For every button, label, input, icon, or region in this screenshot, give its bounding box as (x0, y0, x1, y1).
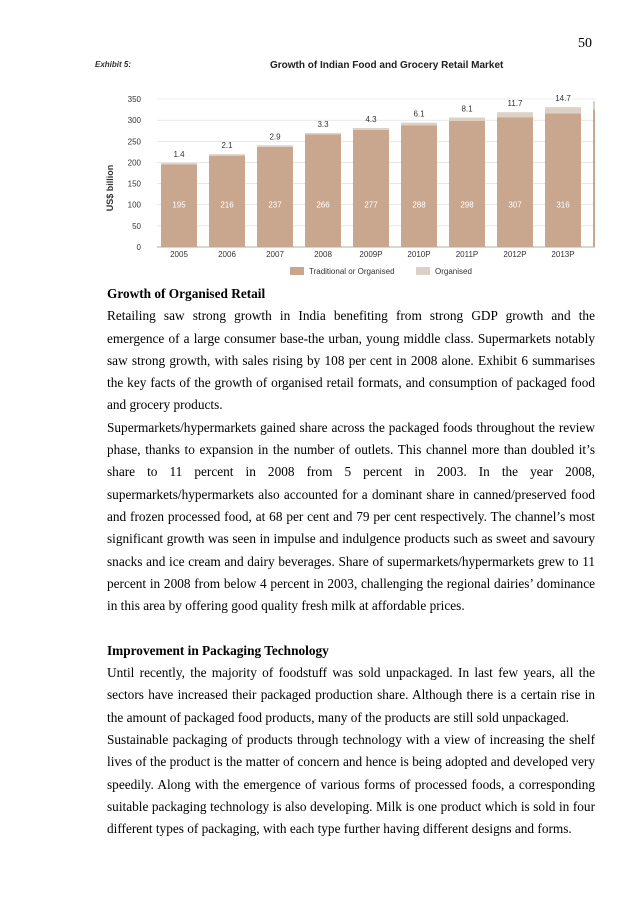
x-tick-label: 2007 (266, 250, 284, 259)
data-label-traditional: 277 (364, 200, 378, 210)
bar-traditional-2008 (305, 135, 341, 247)
data-label-traditional: 216 (220, 200, 234, 210)
data-label-organised: 8.1 (461, 104, 473, 114)
data-label-organised: 11.7 (507, 99, 523, 109)
bar-traditional-2009P (353, 130, 389, 247)
section-spacer (107, 617, 595, 639)
data-label-traditional: 298 (460, 200, 474, 210)
data-label-traditional: 288 (412, 200, 426, 210)
legend-label: Organised (435, 267, 472, 276)
paragraph: Retailing saw strong growth in India benefiting from strong GDP growth and the emergence of a large consumer base-the urban, young middle class. Supermarkets notably saw strong growth, with sales rising by 108 per cent in 2008 alone. Exhibit 6 summarises the key facts of the growth of organised retail formats, and consumption of packaged food and grocery products. (107, 308, 595, 413)
x-tick-label: 2008 (314, 250, 332, 259)
y-tick-label: 350 (127, 95, 141, 104)
bar-traditional-2010P (401, 125, 437, 247)
data-label-organised: 2.1 (221, 141, 233, 151)
section-heading-organised-retail: Growth of Organised Retail (107, 286, 266, 301)
y-tick-label: 250 (127, 137, 141, 147)
bar-traditional-2007 (257, 147, 293, 247)
x-tick-label: 2011P (455, 250, 479, 259)
data-label-traditional: 237 (268, 200, 282, 210)
y-tick-label: 0 (136, 243, 141, 252)
data-label-organised: 6.1 (413, 109, 425, 119)
body-text (107, 283, 595, 840)
data-label-traditional: 307 (508, 200, 522, 210)
y-tick-label: 200 (127, 158, 141, 168)
bar-organised-2008 (305, 133, 341, 135)
paragraph: Sustainable packaging of products through technology with a view of increasing the shelf lives of the product is the matter of concern and hence is being adopted and developed very speedily. Along with the emergence of various forms of processed foods, a corresponding suitable packaging technology is also developing. Milk is one product which is sold in four different types of packaging, with each type further having different designs and forms. (107, 731, 595, 837)
paragraph: Supermarkets/hypermarkets gained share across the packaged foods throughout the review phase, thanks to expansion in the number of outlets. This channel more than doubled it’s share to 11 percent in 2008 from 5 percent in 2003. In the year 2008, supermarkets/hypermarkets also accounted for a dominant share in canned/preserved food and frozen processed food, at 68 per cent and 79 per cent respectively. The channel’s most significant growth was seen in impulse and indulgence products such as sweet and savoury snacks and ice cream and dairy beverages. Share of supermarkets/hypermarkets grew to 11 percent in 2008 from below 4 percent in 2003, challenging the regional dairies’ dominance in this area by offering good quality fresh milk at affordable prices. (107, 419, 595, 614)
x-tick-label: 2009P (359, 250, 383, 259)
bar-organised-2009P (353, 128, 389, 130)
data-label-traditional: 316 (556, 200, 570, 210)
x-tick-label: 2005 (170, 250, 188, 259)
data-label-organised: 4.3 (365, 115, 377, 125)
bar-traditional-2012P (497, 117, 533, 247)
y-tick-label: 50 (132, 221, 141, 231)
y-axis-label: US$ billion (105, 164, 115, 212)
bar-traditional-2011P (449, 121, 485, 247)
chart-title: Growth of Indian Food and Grocery Retail Market (270, 60, 504, 71)
data-label-organised: 3.3 (317, 120, 329, 130)
stacked-bar-chart (95, 56, 595, 288)
bar-organised-2013P (545, 107, 581, 113)
data-label-organised: 2.9 (269, 132, 281, 142)
data-label-organised: 1.4 (173, 150, 185, 160)
bar-organised-2005 (161, 163, 197, 165)
bar-clipped-partial (593, 110, 595, 247)
paragraph: Until recently, the majority of foodstuff was sold unpackaged. In last few years, all the sectors have increased their packaged production share. Although there is a certain rise in the amount of packaged food products, many of the products are still sold unpackaged. (107, 665, 595, 725)
page-number: 50 (578, 36, 592, 51)
exhibit-figure (95, 56, 595, 288)
section-heading-packaging-technology: Improvement in Packaging Technology (107, 642, 329, 658)
legend-swatch (290, 267, 304, 275)
y-tick-label: 300 (127, 116, 141, 126)
y-tick-label: 100 (127, 200, 141, 210)
data-label-traditional: 266 (316, 200, 330, 210)
legend-swatch (416, 267, 430, 275)
exhibit-label: Exhibit 5: (95, 60, 132, 69)
x-tick-label: 2013P (551, 250, 575, 259)
data-label-traditional: 195 (172, 200, 186, 210)
legend-label: Traditional or Organised (309, 267, 395, 276)
bar-organised-2010P (401, 123, 437, 126)
bar-organised-2006 (209, 154, 245, 156)
y-tick-label: 150 (127, 179, 141, 189)
bar-organised-2011P (449, 118, 485, 121)
x-tick-label: 2010P (407, 250, 431, 259)
bar-organised-2007 (257, 145, 293, 147)
bar-clipped-partial-top (593, 101, 595, 109)
x-tick-label: 2012P (503, 250, 527, 259)
bar-traditional-2013P (545, 113, 581, 247)
data-label-organised: 14.7 (555, 94, 571, 104)
bar-organised-2012P (497, 112, 533, 117)
x-tick-label: 2006 (218, 250, 236, 259)
